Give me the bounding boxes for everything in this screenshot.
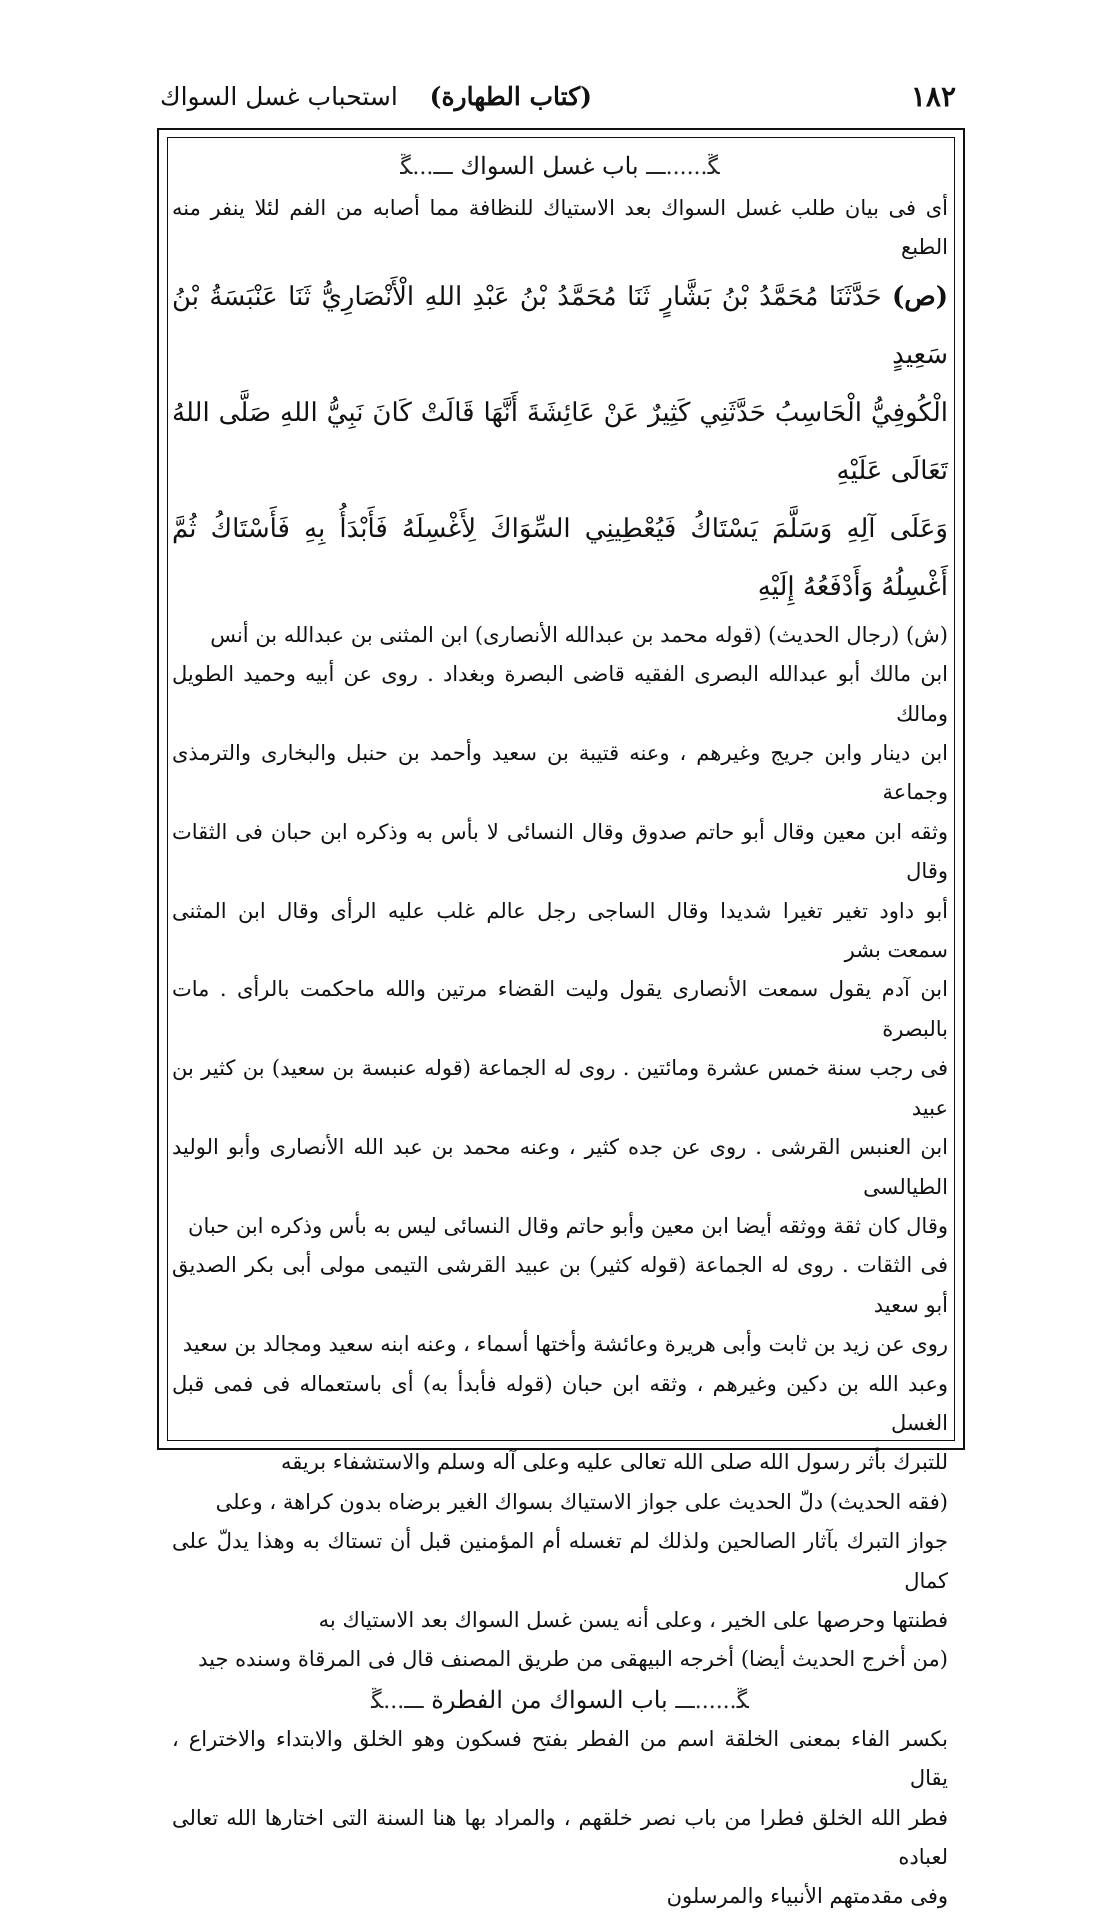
commentary-line: وعبد الله بن دكين وغيرهم ، وثقه ابن حبان (قوله فأبدأ به) أى باستعماله فى فمى قبل الغسل	[172, 1371, 948, 1435]
commentary-line: للتبرك بأثر رسول الله صلى الله تعالى عليه وعلى آله وسلم والاستشفاء بريقه	[280, 1450, 948, 1475]
hadith-line	[172, 268, 948, 384]
book-title: (كتاب الطهارة)	[429, 81, 592, 111]
ornament-right-icon: ﮝ......ـــ	[675, 1688, 749, 1714]
body-line: بكسر الفاء بمعنى الخلقة اسم من الفطر بفتح فسكون وهو الخلق والابتداء والاختراع ، يقال	[172, 1726, 948, 1791]
commentary-line: وقال كان ثقة ووثقه أيضا ابن معين وأبو حاتم وقال النسائى ليس به بأس وذكره ابن حبان	[188, 1213, 948, 1238]
chapter-intro: أى فى بيان طلب غسل السواك بعد الاستياك للنظافة مما أصابه من الفم لئلا ينفر منه الطبع	[172, 196, 948, 260]
commentary-line: ابن دينار وابن جريج وغيرهم ، وعنه قتيبة بن سعيد وأحمد بن حنبل والبخارى والترمذى وجماعة	[172, 741, 949, 805]
commentary-line: ابن مالك أبو عبدالله البصرى الفقيه قاضى البصرة وبغداد . روى عن أبيه وحميد الطويل ومالك	[172, 662, 948, 726]
chapter-title: باب غسل السواك	[460, 152, 639, 180]
ornament-left-icon: ـــ...ﮝ	[371, 1688, 424, 1714]
ornament-left-icon: ـــ...ﮝ	[400, 155, 453, 180]
hadith-text	[172, 268, 948, 616]
chapter-heading	[172, 143, 948, 189]
page-content	[172, 143, 949, 1909]
commentary-line: وثقه ابن معين وقال أبو حاتم صدوق وقال النسائى لا بأس به وذكره ابن حبان فى الثقات وقال	[172, 819, 948, 884]
commentary	[172, 616, 948, 1680]
section-title: استحباب غسل السواك	[160, 81, 398, 111]
running-header	[160, 72, 956, 120]
hadith-line-1: حَدَّثَنَا مُحَمَّدُ بْنُ بَشَّارٍ ثَنَا مُحَمَّدُ بْنُ عَبْدِ اللهِ الْأَنْصَارِيُّ ثَنَا عَنْبَسَةُ بْنُ سَعِيدٍ	[172, 281, 948, 370]
commentary-line: (ش) (رجال الحديث) (قوله محمد بن عبدالله الأنصارى) ابن المثنى بن عبدالله بن أنس	[210, 622, 948, 647]
commentary-line: (فقه الحديث) دلّ الحديث على جواز الاستياك بسواك الغير برضاه بدون كراهة ، وعلى	[215, 1489, 948, 1514]
hadith-marker: (ص)	[891, 281, 948, 312]
ornament-right-icon: ﮝ......ـــ	[646, 155, 720, 180]
commentary-line: فطنتها وحرصها على الخير ، وعلى أنه يسن غسل السواك بعد الاستياك به	[318, 1607, 948, 1632]
body-line: وفى مقدمتهم الأنبياء والمرسلون	[666, 1884, 948, 1909]
commentary-line: (من أخرج الحديث أيضا) أخرجه البيهقى من طريق المصنف قال فى المرقاة وسنده جيد	[198, 1647, 948, 1672]
commentary-line: فى الثقات . روى له الجماعة (قوله كثير) بن عبيد القرشى التيمى مولى أبى بكر الصديق أبو سعيد	[172, 1253, 948, 1317]
chapter-heading	[172, 1680, 948, 1720]
hadith-line-2: الْكُوفِيُّ الْحَاسِبُ حَدَّثَنِي كَثِيرٌ عَنْ عَائِشَةَ أَنَّهَا قَالَتْ كَانَ نَبِيُّ اللهِ صَلَّى اللهُ تَعَالَى عَلَيْهِ	[172, 397, 948, 486]
commentary-line: روى عن زيد بن ثابت وأبى هريرة وعائشة وأختها أسماء ، وعنه ابنه سعيد ومجالد بن سعيد	[182, 1332, 948, 1357]
chapter-title: باب السواك من الفطرة	[431, 1685, 668, 1714]
page-number: ١٨٢	[910, 79, 956, 113]
commentary-line: ابن آدم يقول سمعت الأنصارى يقول وليت القضاء مرتين والله ماحكمت بالرأى . مات بالبصرة	[172, 977, 948, 1041]
commentary-line: فى رجب سنة خمس عشرة ومائتين . روى له الجماعة (قوله عنبسة بن سعيد) بن كثير بن عبيد	[172, 1056, 948, 1120]
commentary-line: ابن العنبس القرشى . روى عن جده كثير ، وعنه محمد بن عبد الله الأنصارى وأبو الوليد الطيالسى	[172, 1135, 948, 1199]
body-line: فطر الله الخلق فطرا من باب نصر خلقهم ، والمراد بها هنا السنة التى اختارها الله تعالى لعباده	[172, 1805, 948, 1869]
commentary-line: أبو داود تغير تغيرا شديدا وقال الساجى رجل عالم غلب عليه الرأى وقال ابن المثنى سمعت بشر	[172, 898, 949, 963]
commentary-line: جواز التبرك بآثار الصالحين ولذلك لم تغسله أم المؤمنين قبل أن تستاك به وهذا يدلّ على كمال	[172, 1529, 948, 1593]
chapter-body	[172, 1720, 948, 1917]
header-title	[160, 82, 592, 111]
hadith-line-3: وَعَلَى آلِهِ وَسَلَّمَ يَسْتَاكُ فَيُعْطِينِي السِّوَاكَ لِأَغْسِلَهُ فَأَبْدَأُ بِهِ فَأَسْتَاكُ ثُمَّ أَغْسِلُهُ وَأَدْفَعُهُ إِلَيْهِ	[172, 513, 948, 602]
